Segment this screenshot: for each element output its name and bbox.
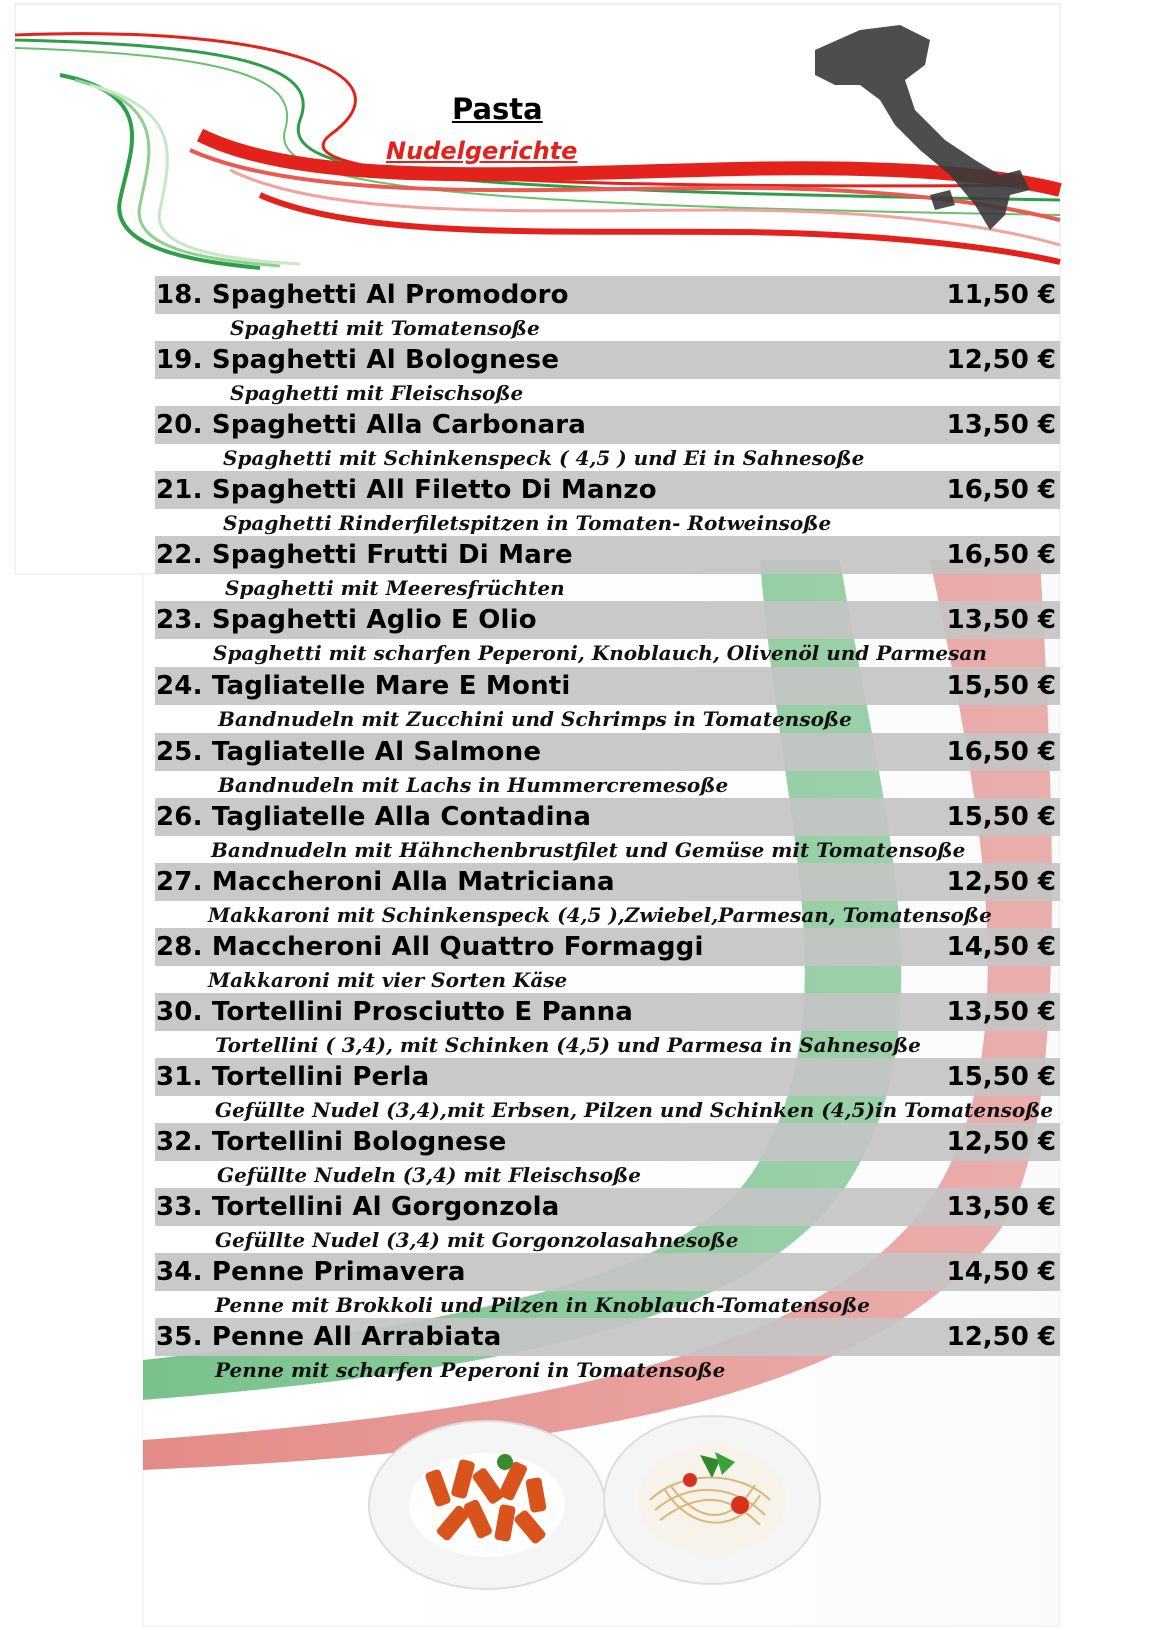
- item-name: 31. Tortellini Perla: [156, 1062, 430, 1092]
- item-name: 20. Spaghetti Alla Carbonara: [156, 410, 587, 440]
- item-name: 23. Spaghetti Aglio E Olio: [156, 605, 537, 635]
- menu-item: [155, 993, 1060, 1058]
- item-name: 26. Tagliatelle Alla Contadina: [156, 802, 592, 832]
- item-description: Gefüllte Nudeln (3,4) mit Fleischsoße: [217, 1163, 641, 1187]
- item-name: 35. Penne All Arrabiata: [156, 1322, 502, 1352]
- menu-item: [155, 667, 1060, 733]
- menu-item: [155, 1058, 1060, 1123]
- item-name: 34. Penne Primavera: [156, 1257, 466, 1287]
- item-description: Bandnudeln mit Hähnchenbrustfilet und Gemüse mit Tomatensoße: [211, 838, 966, 862]
- item-description: Spaghetti mit Fleischsoße: [230, 381, 524, 405]
- menu-item: [155, 341, 1060, 406]
- menu-item: [155, 601, 1060, 667]
- item-price: 12,50 €: [946, 1127, 1056, 1157]
- item-price: 13,50 €: [946, 410, 1056, 440]
- item-description: Tortellini ( 3,4), mit Schinken (4,5) und Parmesa in Sahnesoße: [215, 1033, 921, 1057]
- item-name: 24. Tagliatelle Mare E Monti: [156, 671, 571, 701]
- item-price: 12,50 €: [946, 345, 1056, 375]
- item-price: 13,50 €: [946, 1192, 1056, 1222]
- menu-item: [155, 733, 1060, 798]
- item-description: Spaghetti Rinderfiletspitzen in Tomaten- Rotweinsoße: [223, 511, 832, 535]
- item-name: 28. Maccheroni All Quattro Formaggi: [156, 932, 704, 962]
- item-description: Bandnudeln mit Zucchini und Schrimps in Tomatensoße: [218, 707, 852, 731]
- menu-item: [155, 276, 1060, 341]
- menu-item: [155, 536, 1060, 601]
- item-price: 15,50 €: [946, 802, 1056, 832]
- item-price: 16,50 €: [946, 540, 1056, 570]
- item-price: 15,50 €: [946, 671, 1056, 701]
- item-price: 16,50 €: [946, 737, 1056, 767]
- page-title: Pasta: [452, 92, 543, 126]
- item-description: Gefüllte Nudel (3,4) mit Gorgonzolasahnesoße: [215, 1228, 739, 1252]
- item-name: 18. Spaghetti Al Promodoro: [156, 280, 569, 310]
- item-description: Spaghetti mit scharfen Peperoni, Knoblauch, Olivenöl und Parmesan: [213, 641, 987, 665]
- item-price: 15,50 €: [946, 1062, 1056, 1092]
- menu-item: [155, 863, 1060, 928]
- item-description: Makkaroni mit vier Sorten Käse: [208, 968, 568, 992]
- item-name: 19. Spaghetti Al Bolognese: [156, 345, 560, 375]
- item-price: 16,50 €: [946, 475, 1056, 505]
- item-description: Gefüllte Nudel (3,4),mit Erbsen, Pilzen und Schinken (4,5)in Tomatensoße: [215, 1098, 1054, 1122]
- item-name: 22. Spaghetti Frutti Di Mare: [156, 540, 573, 570]
- item-name: 27. Maccheroni Alla Matriciana: [156, 867, 615, 897]
- menu-item: [155, 406, 1060, 471]
- menu-header: [0, 0, 1153, 280]
- item-description: Spaghetti mit Schinkenspeck ( 4,5 ) und Ei in Sahnesoße: [223, 446, 865, 470]
- menu-list: [155, 276, 1060, 1383]
- item-price: 14,50 €: [946, 1257, 1056, 1287]
- menu-item: [155, 1318, 1060, 1383]
- item-price: 12,50 €: [946, 867, 1056, 897]
- item-description: Bandnudeln mit Lachs in Hummercremesoße: [218, 773, 729, 797]
- item-description: Spaghetti mit Meeresfrüchten: [225, 576, 565, 600]
- item-description: Spaghetti mit Tomatensoße: [230, 316, 540, 340]
- item-price: 13,50 €: [946, 997, 1056, 1027]
- menu-item: [155, 1188, 1060, 1253]
- menu-item: [155, 1123, 1060, 1188]
- menu-item: [155, 928, 1060, 993]
- item-name: 21. Spaghetti All Filetto Di Manzo: [156, 475, 657, 505]
- item-name: 30. Tortellini Prosciutto E Panna: [156, 997, 634, 1027]
- item-name: 32. Tortellini Bolognese: [156, 1127, 507, 1157]
- item-price: 12,50 €: [946, 1322, 1056, 1352]
- menu-item: [155, 471, 1060, 536]
- item-description: Makkaroni mit Schinkenspeck (4,5 ),Zwiebel,Parmesan, Tomatensoße: [208, 903, 992, 927]
- menu-item: [155, 798, 1060, 863]
- page-subtitle: Nudelgerichte: [386, 137, 578, 165]
- item-price: 13,50 €: [946, 605, 1056, 635]
- menu-item: [155, 1253, 1060, 1318]
- item-price: 14,50 €: [946, 932, 1056, 962]
- item-description: Penne mit Brokkoli und Pilzen in Knoblauch-Tomatensoße: [215, 1293, 871, 1317]
- item-price: 11,50 €: [946, 280, 1056, 310]
- item-name: 25. Tagliatelle Al Salmone: [156, 737, 542, 767]
- item-description: Penne mit scharfen Peperoni in Tomatensoße: [215, 1358, 726, 1382]
- item-name: 33. Tortellini Al Gorgonzola: [156, 1192, 560, 1222]
